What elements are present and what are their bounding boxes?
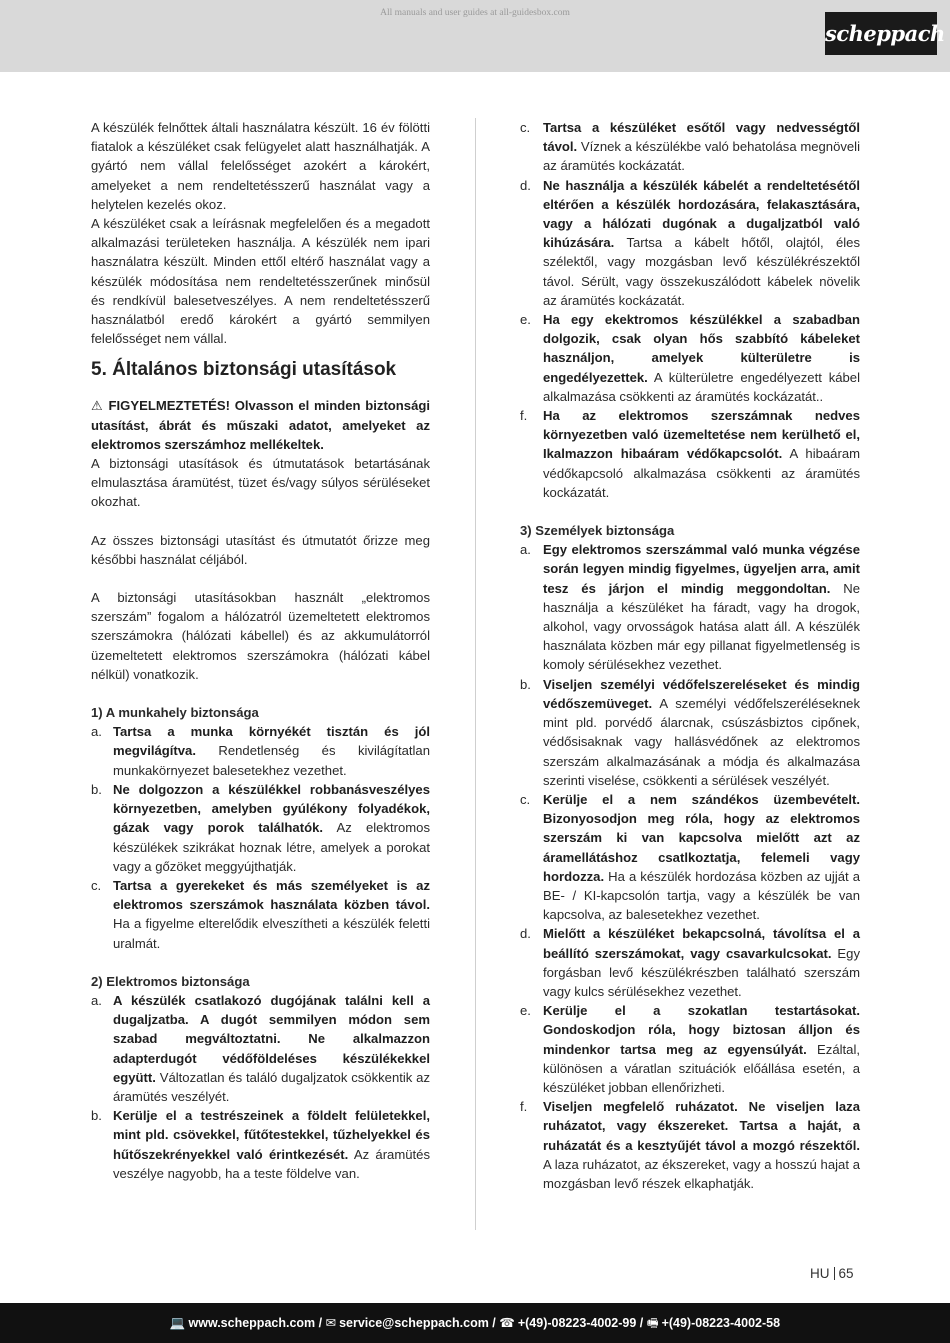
list-item-text: Ha a figyelme elterelődik elveszítheti a készülék feletti uralmát. xyxy=(113,916,430,951)
page-number-value: 65 xyxy=(838,1266,854,1281)
list-item-text: Rendetlenség és kivilágítatlan munkakörnyezet balesetekhez vezethet. xyxy=(113,743,430,778)
list-item-text: Ha a készülék hordozása közben az ujját a BE- / KI-kapcsolón tartja, vagy a készülék be van kapcsolva, az balesetekhez vezethet. xyxy=(543,868,860,923)
subsection-title-electrical: 2) Elektromos biztonsága xyxy=(91,973,250,989)
personal-safety-list xyxy=(520,540,860,1193)
language-code: HU xyxy=(810,1266,830,1281)
scheppach-logo: scheppach xyxy=(825,12,937,55)
footer-separator: / xyxy=(315,1316,326,1330)
list-item-text: Tartsa a kábelt hőtől, olajtól, éles szélektől, vagy mozgásban levő készülékrészektől távol. Sérült, vagy összekuszálódott kábelek növelik az áramütés kockázatát. xyxy=(543,235,860,308)
footer-separator: / xyxy=(636,1316,647,1330)
list-item-bold-text: Tartsa a gyerekeket és más személyeket is az elektromos szerszámok használata közben távol. xyxy=(113,877,430,913)
section-title: 5. Általános biztonsági utasítások xyxy=(91,359,397,381)
list-item xyxy=(520,790,860,924)
intro-paragraph-2: A készüléket csak a leírásnak megfelelően és a megadott alkalmazási területeken használja. A készülék nem ipari használatra készült. Minden ettől eltérő használat vagy a készülék módosítása nem rendeltetésszerűnek minősül és rendkívül balesetveszélyes. A nem rendeltetésszerű használatból eredő károkért a gyártó semmilyen felelősséget nem vállal. xyxy=(91,216,430,347)
page-number xyxy=(810,1266,854,1281)
list-item-text: Ne használja a készüléket ha fáradt, vagy ha drogok, alkohol, vagy orvosságok hatása alatt áll. A készülék használata közben már egy pillanat figyelmetlenség is komoly sérülésekhez vezethet. xyxy=(543,580,860,673)
list-item-text: Egy forgásban levő készülékrészben található szerszám vagy kulcs sérülésekhez vezethet. xyxy=(543,945,860,999)
electrical-list-left xyxy=(91,991,430,1183)
list-item xyxy=(520,540,860,674)
list-item-bold-text: Ha egy ekektromos készülékkel a szabadban dolgozik, csak olyan hős szabbító kábeleket használjon, amelyek külterületre is engedélyezettek. xyxy=(543,312,860,385)
list-item-letter: f. xyxy=(520,1099,528,1115)
list-item-text: Az elektromos készülékek szikrákat hoznak létre, amelyek a porokat vagy a gőzöket meggyújthatják. xyxy=(113,820,431,874)
footer-email: service@scheppach.com xyxy=(339,1316,489,1330)
list-item-text: Víznek a készülékbe való behatolása megnöveli az áramütés kockázatát. xyxy=(543,139,860,174)
mail-icon: ✉ xyxy=(325,1316,337,1330)
list-item-bold-text: Ha az elektromos szerszámnak nedves környezetben való üzemeltetése nem kerülhető el, Ikalmazzon hibaáram védőkapcsolót. xyxy=(543,408,860,462)
electrical-list-right xyxy=(520,118,860,502)
keep-instructions-text: Az összes biztonsági utasítást és útmutatót őrizze meg későbbi használat céljából. xyxy=(91,532,430,567)
list-item-bold-text: A készülék csatlakozó dugójának találni kell a dugaljzatba. A dugót semmilyen módon sem szabad megváltoztatni. Ne alkalmazzon adapterdugót védőföldeléses készülékekkel együtt. xyxy=(113,992,430,1085)
left-column xyxy=(91,118,430,1183)
list-item-bold-text: Tartsa a munka környékét tisztán és jól megvilágítva. xyxy=(113,724,430,759)
subsection-title-workplace: 1) A munkahely biztonsága xyxy=(91,705,259,721)
list-item-letter: a. xyxy=(520,542,531,558)
list-item-letter: b. xyxy=(91,1108,102,1124)
column-divider xyxy=(475,118,476,1230)
list-item xyxy=(91,722,430,780)
list-item-bold-text: Viseljen megfelelő ruházatot. Ne viseljen laza ruházatot, vagy ékszereket. Tartsa a haját, a ruházatát és a kesztyűjét távol a mozgó részektől. xyxy=(543,1099,860,1153)
list-item-text: A laza ruházatot, az ékszereket, vagy a hosszú hajat a mozgásban levő részek elkaphatják. xyxy=(543,1156,860,1191)
list-item-bold-text: Ne használja a készülék kábelét a rendeltetésétől eltérően a készülék hordozására, felakasztására, vagy a hálózati dugónak a dugaljzatból való kihúzására. xyxy=(543,177,860,251)
term-definition-text: A biztonsági utasításokban használt „elektromos szerszám” fogalom a hálózatról üzemeltetett elektromos szerszámokra (hálózati kábellel) és az akkumulátorról üzemeltetett elektromos szerszámokra (hálózati kábel nélkül) vonatkozik. xyxy=(91,590,430,682)
list-item xyxy=(520,406,860,502)
list-item-bold-text: Kerülje el a nem szándékos üzembevételt. Bizonyosodjon meg róla, hogy az elektromos szerszám ki van kapcsolva mielőtt azt az áramellátáshoz csatlkoztatja, felemeli vagy hordozza. xyxy=(543,791,860,884)
list-item-letter: d. xyxy=(520,926,531,942)
footer-website: www.scheppach.com xyxy=(188,1316,316,1330)
list-item xyxy=(520,1097,860,1193)
list-item xyxy=(520,118,860,176)
list-item-text: A külterületre engedélyezett kábel alkalmazása csökkenti az áramütés kockázatát.. xyxy=(543,369,860,404)
list-item xyxy=(520,176,860,310)
list-item-letter: f. xyxy=(520,408,528,424)
list-item-text: A hibaáram védőkapcsoló alkalmazása csökkenti az áramütés kockázatát. xyxy=(543,446,861,500)
list-item-text: A személyi védőfelszeréléseknek mint pld. porvédő álarcnak, csúszásbiztos cipőnek, védősisaknak vagy hallásvédőnek az elektromos szerszám alkalmazásának a módja és alkalmazása szerinti viselése, csökkenti a sérülések veszélyét. xyxy=(543,695,860,788)
warning-icon: ⚠ xyxy=(91,398,104,414)
warning-text: A biztonsági utasítások és útmutatások betartásának elmulasztása áramütést, tüzet és/vagy súlyos sérüléseket okozhat. xyxy=(91,456,430,510)
computer-icon: 💻 xyxy=(169,1316,186,1330)
right-column xyxy=(520,118,860,1193)
list-item xyxy=(520,675,860,790)
list-item xyxy=(91,780,430,876)
footer-phone: +(49)-08223-4002-99 xyxy=(517,1316,637,1330)
list-item xyxy=(91,876,430,953)
list-item-bold-text: Kerülje el a szokatlan testartásokat. Gondoskodjon róla, hogy biztosan álljon és mindenkor tartsa meg az egyensúlyát. xyxy=(543,1003,860,1057)
footer-fax: +(49)-08223-4002-58 xyxy=(661,1316,781,1330)
list-item xyxy=(520,310,860,406)
intro-paragraph-1: A készülék felnőttek általi használatra készült. 16 év fölötti fiatalok a készüléket csak felügyelet alatt használhatják. A gyártó nem vállal felelősséget azokért a károkért, amelyeket a nem rendeltetésszerű használat vagy a helytelen kezelés okoz. xyxy=(91,120,430,212)
list-item-letter: e. xyxy=(520,312,531,328)
list-item-bold-text: Kerülje el a testrészeinek a földelt felületekkel, mint pld. csövekkel, fűtőtestekkel, tűzhelyekkel és hűtőszekrényekkel való érintkezését. xyxy=(113,1108,430,1162)
list-item xyxy=(520,924,860,1001)
list-item-bold-text: Tartsa a készüléket esőtől vagy nedvességtől távol. xyxy=(543,120,860,155)
list-item-bold-text: Ne dolgozzon a készülékkel robbanásveszélyes környezetben, amelyben gyúlékony folyadékok, gázak vagy porok találhatók. xyxy=(113,781,430,836)
page-header xyxy=(0,0,950,72)
source-note: All manuals and user guides at all-guidesbox.com xyxy=(380,8,570,18)
list-item-letter: b. xyxy=(520,676,531,692)
footer-separator: / xyxy=(488,1316,500,1330)
list-item xyxy=(91,991,430,1106)
list-item-bold-text: Viseljen személyi védőfelszereléseket és mindig védőszemüveget. xyxy=(543,676,860,711)
fax-icon: 🖷 xyxy=(646,1316,659,1330)
list-item-text: Az áramütés veszélye nagyobb, ha a teste földelve van. xyxy=(113,1146,430,1181)
warning-bold: FIGYELMEZTETÉS! Olvasson el minden biztonsági utasítást, ábrát és műszaki adatot, amelyeket az elektromos szerszámhoz mellékeltek. xyxy=(91,398,430,452)
page-footer xyxy=(0,1303,950,1343)
list-item-letter: b. xyxy=(91,781,102,797)
phone-icon: ☎ xyxy=(499,1316,515,1330)
list-item-letter: e. xyxy=(520,1003,531,1019)
list-item xyxy=(91,1106,430,1183)
list-item-letter: a. xyxy=(91,724,102,740)
list-item-letter: c. xyxy=(91,877,102,893)
list-item-bold-text: Mielőtt a készüléket bekapcsolná, távolítsa el a beállító szerszámokat, vagy csavarkulcsokat. xyxy=(543,926,860,961)
list-item xyxy=(520,1001,860,1097)
workplace-list xyxy=(91,722,430,952)
list-item-text: Ezáltal, különösen a váratlan szituációk előállása esetén, a készüléket jobban ellenőrizheti. xyxy=(543,1041,860,1095)
list-item-letter: c. xyxy=(520,120,531,135)
subsection-title-personal: 3) Személyek biztonsága xyxy=(520,523,675,539)
list-item-letter: a. xyxy=(91,992,102,1008)
list-item-letter: d. xyxy=(520,177,531,193)
warning-paragraph xyxy=(91,396,430,454)
list-item-bold-text: Egy elektromos szerszámmal való munka végzése során legyen mindig figyelmes, ügyeljen arra, amit tesz és járjon el mindig meggondoltan. xyxy=(543,542,860,596)
list-item-letter: c. xyxy=(520,791,531,807)
list-item-text: Változatlan és találó dugaljzatok csökkentik az áramütés veszélyét. xyxy=(113,1069,430,1104)
